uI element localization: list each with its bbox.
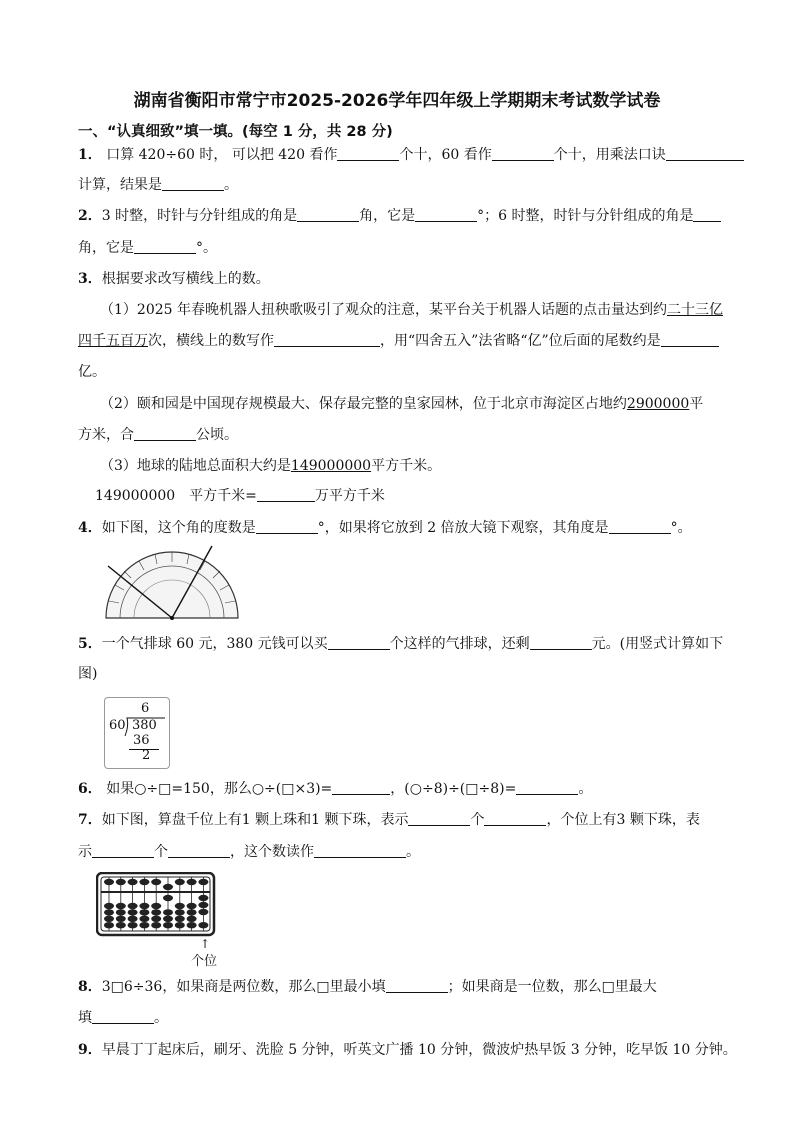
division-remainder: 2 — [142, 748, 151, 763]
answer-blank — [484, 810, 546, 826]
question-text: 一个气排球 60 元，380 元钱可以买 — [101, 636, 328, 652]
answer-blank — [693, 206, 721, 222]
abacus-lower-bead — [175, 916, 185, 922]
question-text: 根据要求改写横线上的数。 — [101, 271, 270, 287]
answer-blank — [328, 634, 390, 650]
question-text: ，这个数读作 — [230, 844, 314, 860]
question-1-line-1 — [78, 145, 748, 165]
question-text: ，用“四舍五入”法省略“亿”位后面的尾数约是 — [380, 333, 661, 349]
question-text: 3 时整，时针与分针组成的角是 — [101, 208, 298, 224]
answer-blank — [168, 842, 230, 858]
answer-blank — [134, 425, 196, 441]
abacus-upper-bead — [175, 879, 185, 885]
abacus-lower-bead — [116, 909, 126, 915]
question-text: 角，它是 — [359, 208, 416, 224]
question-text: °。 — [196, 240, 217, 256]
question-5-line-2 — [78, 664, 748, 684]
question-text: 角，它是 — [78, 240, 134, 256]
question-text: 个 — [470, 812, 485, 828]
question-6-line-1 — [78, 779, 748, 799]
question-text: 。 — [406, 844, 420, 860]
question-text: 元。(用竖式计算如下 — [591, 636, 724, 652]
question-text: ，(○÷8)÷(□÷8)= — [390, 781, 517, 797]
abacus-lower-bead — [116, 922, 126, 928]
question-text: 。 — [224, 177, 238, 193]
page-title: 湖南省衡阳市常宁市2025-2026学年四年级上学期期末考试数学试卷 — [133, 91, 661, 111]
question-text: 如下图，算盘千位上有1 颗上珠和1 颗下珠，表示 — [101, 812, 409, 828]
abacus-lower-bead — [128, 922, 138, 928]
abacus-upper-bead — [198, 879, 208, 885]
question-3-part-1-line-3 — [78, 362, 748, 382]
question-text: 亿。 — [78, 364, 106, 380]
abacus-lower-bead — [163, 922, 173, 928]
abacus-lower-bead — [198, 922, 208, 928]
abacus-lower-bead — [139, 909, 149, 915]
question-text: 如果○÷□=150，那么○÷(□×3)= — [101, 781, 333, 797]
question-text: 1． — [78, 147, 102, 163]
abacus-lower-bead — [163, 916, 173, 922]
question-text: 平 — [689, 396, 704, 412]
abacus-upper-bead — [187, 879, 197, 885]
abacus-lower-bead — [163, 895, 173, 901]
abacus-lower-bead — [187, 909, 197, 915]
answer-blank — [408, 810, 470, 826]
question-text: 6． — [78, 781, 102, 797]
question-3-part-1-line-1 — [100, 300, 770, 320]
question-text: 。 — [154, 1010, 168, 1026]
question-text: 。 — [578, 781, 593, 797]
question-text: 填 — [78, 1010, 92, 1026]
answer-blank — [274, 331, 380, 347]
answer-blank — [297, 206, 359, 222]
question-text: （2）颐和园是中国现存规模最大、保存最完整的皇家园林，位于北京市海淀区占地约 — [100, 396, 627, 412]
abacus-lower-bead — [139, 916, 149, 922]
question-text: 四千五百万 — [78, 333, 148, 349]
answer-blank — [609, 518, 671, 534]
abacus-lower-bead — [151, 922, 161, 928]
question-text: °；6 时整，时针与分针组成的角是 — [477, 208, 694, 224]
question-text: 个 — [154, 844, 168, 860]
abacus-lower-bead — [175, 922, 185, 928]
answer-blank — [162, 175, 224, 191]
abacus-lower-bead — [128, 916, 138, 922]
answer-blank — [134, 238, 196, 254]
division-quotient: 6 — [141, 701, 150, 716]
abacus-lower-bead — [198, 902, 208, 908]
question-text: 示 — [78, 844, 92, 860]
abacus-ones-label: 个位 — [191, 954, 218, 969]
division-divisor: 60 — [109, 718, 126, 733]
abacus-lower-bead — [104, 922, 114, 928]
answer-blank — [492, 145, 554, 161]
abacus-lower-bead — [151, 903, 161, 909]
arrow-up-icon: ↑ — [200, 937, 211, 951]
question-text: 2900000 — [626, 396, 690, 412]
question-text: 个这样的气排球，还剩 — [389, 636, 530, 652]
question-text: ，个位上有3 颗下珠，表 — [546, 812, 700, 828]
question-text: 5． — [78, 636, 102, 652]
abacus-upper-bead — [128, 879, 138, 885]
question-3-part-1-line-2 — [78, 331, 748, 351]
question-text: 万平方千米 — [314, 488, 385, 504]
answer-blank — [661, 331, 719, 347]
protractor-figure — [100, 544, 245, 624]
abacus-upper-bead — [139, 879, 149, 885]
abacus-lower-bead — [116, 916, 126, 922]
question-text: 7． — [78, 812, 102, 828]
question-4-line-1 — [78, 518, 748, 538]
question-text: 个十，用乘法口诀 — [553, 147, 666, 163]
answer-blank — [386, 977, 448, 993]
question-text: °。 — [670, 520, 692, 536]
question-3-part-2-line-2 — [78, 425, 748, 445]
question-3-part-3-line-2 — [95, 486, 765, 506]
question-text: 如下图，这个角的度数是 — [101, 520, 256, 536]
question-text: 方米，合 — [78, 427, 134, 443]
question-text: 149000000 平方千米= — [95, 488, 257, 504]
abacus-lower-bead — [128, 903, 138, 909]
section-heading: 一、“认真细致”填一填。(每空 1 分，共 28 分) — [78, 124, 393, 140]
answer-blank — [257, 486, 315, 502]
question-text: 9． — [78, 1042, 102, 1058]
answer-blank — [337, 145, 399, 161]
abacus-lower-bead — [151, 916, 161, 922]
division-dividend: 380 — [132, 718, 157, 733]
division-product: 36 — [133, 733, 150, 748]
question-text: 二十三亿 — [666, 302, 723, 318]
question-text: 公顷。 — [196, 427, 238, 443]
abacus-lower-bead — [139, 922, 149, 928]
question-2-line-1 — [78, 206, 748, 226]
question-text: 2． — [78, 208, 102, 224]
abacus-lower-bead — [175, 909, 185, 915]
long-division-figure — [104, 697, 170, 769]
abacus-lower-bead — [104, 909, 114, 915]
abacus-lower-bead — [187, 903, 197, 909]
abacus-lower-bead — [187, 922, 197, 928]
abacus-upper-bead — [104, 879, 114, 885]
question-text: （3）地球的陆地总面积大约是 — [100, 458, 291, 474]
abacus-lower-bead — [104, 916, 114, 922]
abacus-lower-bead — [198, 909, 208, 915]
answer-blank — [516, 779, 578, 795]
question-1-line-2 — [78, 175, 748, 195]
answer-blank — [314, 842, 406, 858]
question-7-line-2 — [78, 842, 748, 862]
question-text: ；如果商是一位数，那么□里最大 — [447, 979, 657, 995]
abacus-upper-bead — [116, 879, 126, 885]
question-text: 次，横线上的数写作 — [148, 333, 274, 349]
question-text: 3． — [78, 271, 102, 287]
abacus-upper-bead — [151, 879, 161, 885]
question-8-line-2 — [78, 1008, 748, 1028]
question-text: 149000000 — [290, 458, 372, 474]
question-7-line-1 — [78, 810, 748, 830]
abacus-lower-bead — [116, 903, 126, 909]
question-3-part-2-line-1 — [100, 394, 770, 414]
abacus-lower-bead — [187, 916, 197, 922]
question-text: 口算 420÷60 时， 可以把 420 看作 — [101, 147, 338, 163]
question-text: 平方千米。 — [371, 458, 442, 474]
abacus-lower-bead — [198, 895, 208, 901]
abacus-upper-bead — [163, 884, 173, 890]
question-text: 8． — [78, 979, 102, 995]
question-3-part-3-line-1 — [100, 456, 770, 476]
abacus-lower-bead — [151, 909, 161, 915]
question-9-line-1 — [78, 1040, 748, 1060]
question-3-intro — [78, 269, 748, 289]
question-text: 计算，结果是 — [78, 177, 162, 193]
answer-blank — [332, 779, 390, 795]
question-2-line-2 — [78, 238, 748, 258]
answer-blank — [92, 1008, 154, 1024]
answer-blank — [666, 145, 744, 161]
abacus-lower-bead — [128, 909, 138, 915]
question-text: 4． — [78, 520, 102, 536]
question-text: 个十，60 看作 — [399, 147, 492, 163]
question-text: （1）2025 年春晚机器人扭秧歌吸引了观众的注意，某平台关于机器人话题的点击量达到约 — [100, 302, 667, 318]
answer-blank — [530, 634, 592, 650]
question-text: 3□6÷36，如果商是两位数，那么□里最小填 — [101, 979, 386, 995]
abacus-lower-bead — [104, 903, 114, 909]
abacus-figure — [96, 872, 216, 938]
question-text: 图) — [78, 666, 98, 682]
question-5-line-1 — [78, 634, 748, 654]
question-8-line-1 — [78, 977, 748, 997]
answer-blank — [92, 842, 154, 858]
answer-blank — [256, 518, 318, 534]
abacus-lower-bead — [139, 903, 149, 909]
abacus-lower-bead — [163, 909, 173, 915]
question-text: 早晨丁丁起床后，刷牙、洗脸 5 分钟，听英文广播 10 分钟，微波炉热早饭 3 分钟，吃早饭 10 分钟。 — [101, 1042, 737, 1058]
question-text: °，如果将它放到 2 倍放大镜下观察，其角度是 — [317, 520, 609, 536]
answer-blank — [415, 206, 477, 222]
abacus-lower-bead — [175, 903, 185, 909]
